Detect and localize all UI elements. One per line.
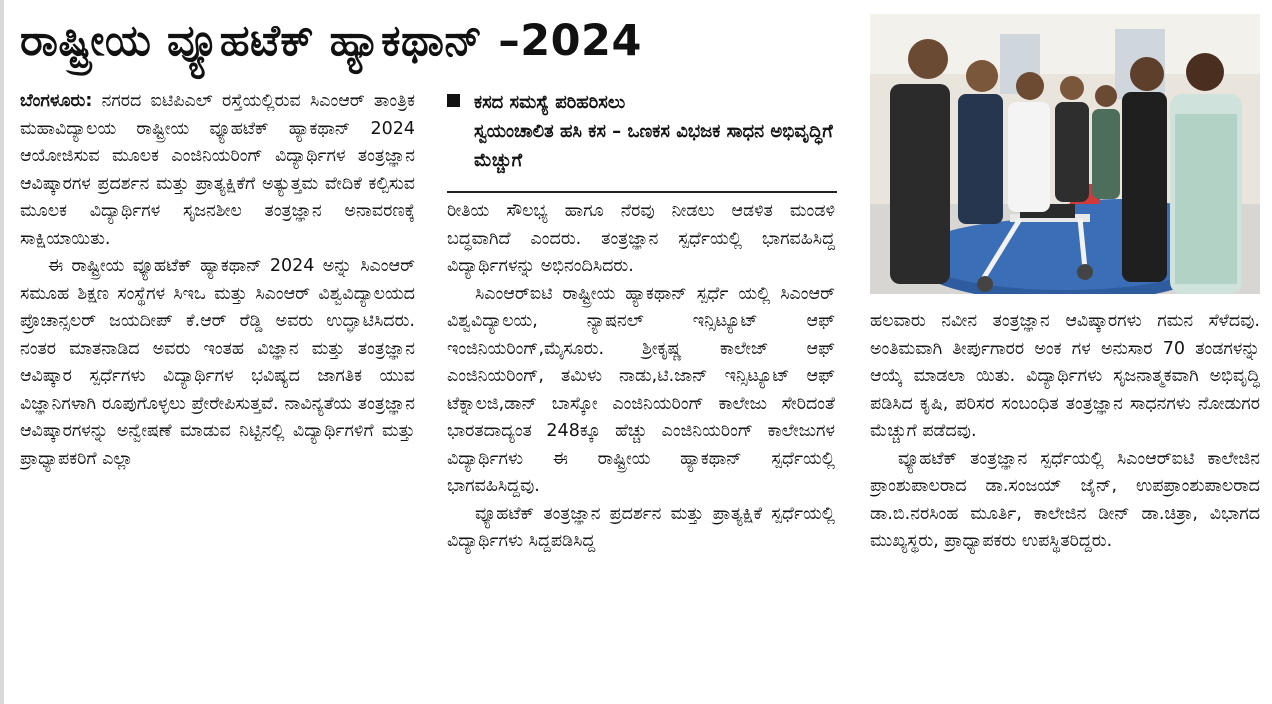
sub-headline-line-1: [447, 88, 837, 117]
sub-headline-divider: [447, 191, 837, 193]
paragraph: ಈ ರಾಷ್ಟ್ರೀಯ ವ್ಯೂಹಟೆಕ್ ಹ್ಯಾಕಥಾನ್ 2024 ಅನ್ನು ಸಿಎಂಆರ್ ಸಮೂಹ ಶಿಕ್ಷಣ ಸಂಸ್ಥೆಗಳ ಸಿಇಒ ಮತ್ತು ಸಿಎಂಆರ್ ವಿಶ್ವವಿದ್ಯಾಲಯದ ಪ್ರೊಚಾನ್ಸಲರ್ ಜಯದೀಪ್ ಕೆ.ಆರ್ ರೆಡ್ಡಿ ಅವರು ಉದ್ಘಾಟಿಸಿದರು. ನಂತರ ಮಾತನಾಡಿದ ಅವರು ಇಂತಹ ವಿಜ್ಞಾನ ಮತ್ತು ತಂತ್ರಜ್ಞಾನ ಆವಿಷ್ಕಾರ ಸ್ಪರ್ಧೆಗಳು ವಿದ್ಯಾರ್ಥಿಗಳ ಭವಿಷ್ಯದ ಜಾಗತಿಕ ಯುವ ವಿಜ್ಞಾನಿಗಳಾಗಿ ರೂಪುಗೊಳ್ಳಲು ಪ್ರೇರೇಪಿಸುತ್ತವೆ. ನಾವಿನ್ಯತೆಯ ತಂತ್ರಜ್ಞಾನ ಆವಿಷ್ಕಾರಗಳನ್ನು ಅನ್ವೇಷಣೆ ಮಾಡುವ ನಿಟ್ಟಿನಲ್ಲಿ ವಿದ್ಯಾರ್ಥಿಗಳಿಗೆ ಮತ್ತು ಪ್ರಾಧ್ಯಾಪಕರಿಗೆ ಎಲ್ಲಾ: [20, 256, 415, 469]
paragraph: ಸಿಎಂಆರ್‌ಐಟಿ ರಾಷ್ಟ್ರೀಯ ಹ್ಯಾಕಥಾನ್ ಸ್ಪರ್ಧೆ ಯಲ್ಲಿ ಸಿಎಂಆರ್ ವಿಶ್ವವಿದ್ಯಾಲಯ, ನ್ಯಾಷನಲ್ ಇನ್ಸಿಟ್ಯೂಟ್ ಆಫ್ ಇಂಜಿನಿಯರಿಂಗ್,ಮೈಸೂರು. ಶ್ರೀಕೃಷ್ಣ ಕಾಲೇಜ್ ಆಫ್ ಎಂಜಿನಿಯರಿಂಗ್, ತಮಿಳು ನಾಡು,ಟಿ.ಜಾನ್ ಇನ್ಸಿಟ್ಯೂಟ್ ಆಫ್ ಟೆಕ್ನಾಲಜಿ,ಡಾನ್ ಬಾಸ್ಕೋ ಎಂಜಿನಿಯರಿಂಗ್ ಕಾಲೇಜು ಸೇರಿದಂತೆ ಭಾರತದಾದ್ಯಂತ 248ಕ್ಕೂ ಹೆಚ್ಚು ಎಂಜಿನಿಯರಿಂಗ್ ಕಾಲೇಜುಗಳ ವಿದ್ಯಾರ್ಥಿಗಳು ಈ ರಾಷ್ಟ್ರೀಯ ಹ್ಯಾಕಥಾನ್ ಸ್ಪರ್ಧೆಯಲ್ಲಿ ಭಾಗವಹಿಸಿದ್ದವು.: [447, 283, 835, 496]
sub-headline-text: ಕಸದ ಸಮಸ್ಯೆ ಪರಿಹರಿಸಲು: [474, 92, 626, 113]
article-headline: ರಾಷ್ಟ್ರೀಯ ವ್ಯೂಹಟೆಕ್ ಹ್ಯಾಕಥಾನ್ –2024: [20, 16, 642, 66]
paragraph: [20, 88, 415, 253]
article-column-2: [447, 198, 835, 698]
article-column-3: [870, 308, 1260, 698]
page-edge-shadow: [0, 0, 4, 704]
event-photo: [870, 14, 1260, 294]
paragraph: ವ್ಯೂಹಟೆಕ್ ತಂತ್ರಜ್ಞಾನ ಸ್ಪರ್ಧೆಯಲ್ಲಿ ಸಿಎಂಆರ್‌ಐಟಿ ಕಾಲೇಜಿನ ಪ್ರಾಂಶುಪಾಲರಾದ ಡಾ.ಸಂಜಯ್ ಜೈನ್, ಉಪಪ್ರಾಂಶುಪಾಲರಾದ ಡಾ.ಬಿ.ನರಸಿಂಹ ಮೂರ್ತಿ, ಕಾಲೇಜಿನ ಡೀನ್ ಡಾ.ಚಿತ್ರಾ, ವಿಭಾಗದ ಮುಖ್ಯಸ್ಥರು, ಪ್ರಾಧ್ಯಾಪಕರು ಉಪಸ್ಥಿತರಿದ್ದರು.: [870, 448, 1260, 551]
square-bullet-icon: [447, 94, 460, 107]
sub-headline: [447, 88, 837, 184]
paragraph: ವ್ಯೂಹಟೆಕ್ ತಂತ್ರಜ್ಞಾನ ಪ್ರದರ್ಶನ ಮತ್ತು ಪ್ರಾತ್ಯಕ್ಷಿಕೆ ಸ್ಪರ್ಧೆಯಲ್ಲಿ ವಿದ್ಯಾರ್ಥಿಗಳು ಸಿದ್ದಪಡಿಸಿದ್ದ: [447, 503, 835, 551]
paragraph-text: ನಗರದ ಐಟಿಪಿಎಲ್ ರಸ್ತೆಯಲ್ಲಿರುವ ಸಿಎಂಆರ್ ತಾಂತ್ರಿಕ ಮಹಾವಿದ್ಯಾಲಯ ರಾಷ್ಟ್ರೀಯ ವ್ಯೂಹಟೆಕ್ ಹ್ಯಾಕಥಾನ್ 2024 ಆಯೋಜಿಸುವ ಮೂಲಕ ಎಂಜಿನಿಯರಿಂಗ್ ವಿದ್ಯಾರ್ಥಿಗಳ ತಂತ್ರಜ್ಞಾನ ಆವಿಷ್ಕಾರಗಳ ಪ್ರದರ್ಶನ ಮತ್ತು ಪ್ರಾತ್ಯಕ್ಷಿಕೆಗೆ ಅತ್ಯುತ್ತಮ ವೇದಿಕೆ ಕಲ್ಪಿಸುವ ಮೂಲಕ ವಿದ್ಯಾರ್ಥಿಗಳ ಸೃಜನಶೀಲ ತಂತ್ರಜ್ಞಾನ ಅನಾವರಣಕ್ಕೆ ಸಾಕ್ಷಿಯಾಯಿತು.: [20, 91, 415, 249]
article-column-1: [20, 88, 415, 698]
sub-headline-line-2: ಸ್ವಯಂಚಾಲಿತ ಹಸಿ ಕಸ – ಒಣಕಸ ವಿಭಜಕ ಸಾಧನ ಅಭಿವೃದ್ಧಿಗೆ ಮೆಚ್ಚುಗೆ: [474, 121, 833, 171]
dateline: ಬೆಂಗಳೂರು:: [20, 91, 93, 111]
paragraph: ರೀತಿಯ ಸೌಲಭ್ಯ ಹಾಗೂ ನೆರವು ನೀಡಲು ಆಡಳಿತ ಮಂಡಳಿ ಬದ್ಧವಾಗಿದೆ ಎಂದರು. ತಂತ್ರಜ್ಞಾನ ಸ್ಪರ್ಧೆಯಲ್ಲಿ ಭಾಗವಹಿಸಿದ್ದ ವಿದ್ಯಾರ್ಥಿಗಳನ್ನು ಅಭಿನಂದಿಸಿದರು.: [447, 201, 835, 276]
paragraph: ಹಲವಾರು ನವೀನ ತಂತ್ರಜ್ಞಾನ ಆವಿಷ್ಕಾರಗಳು ಗಮನ ಸೆಳೆದವು. ಅಂತಿಮವಾಗಿ ತೀರ್ಪುಗಾರರ ಅಂಕ ಗಳ ಅನುಸಾರ 70 ತಂಡಗಳನ್ನು ಆಯ್ಕೆ ಮಾಡಲಾ ಯಿತು. ವಿದ್ಯಾರ್ಥಿಗಳು ಸೃಜನಾತ್ಮಕವಾಗಿ ಅಭಿವೃದ್ಧಿ ಪಡಿಸಿದ ಕೃಷಿ, ಪರಿಸರ ಸಂಬಂಧಿತ ತಂತ್ರಜ್ಞಾನ ಸಾಧನಗಳು ನೋಡುಗರ ಮೆಚ್ಚುಗೆ ಪಡೆದವು.: [870, 311, 1260, 441]
